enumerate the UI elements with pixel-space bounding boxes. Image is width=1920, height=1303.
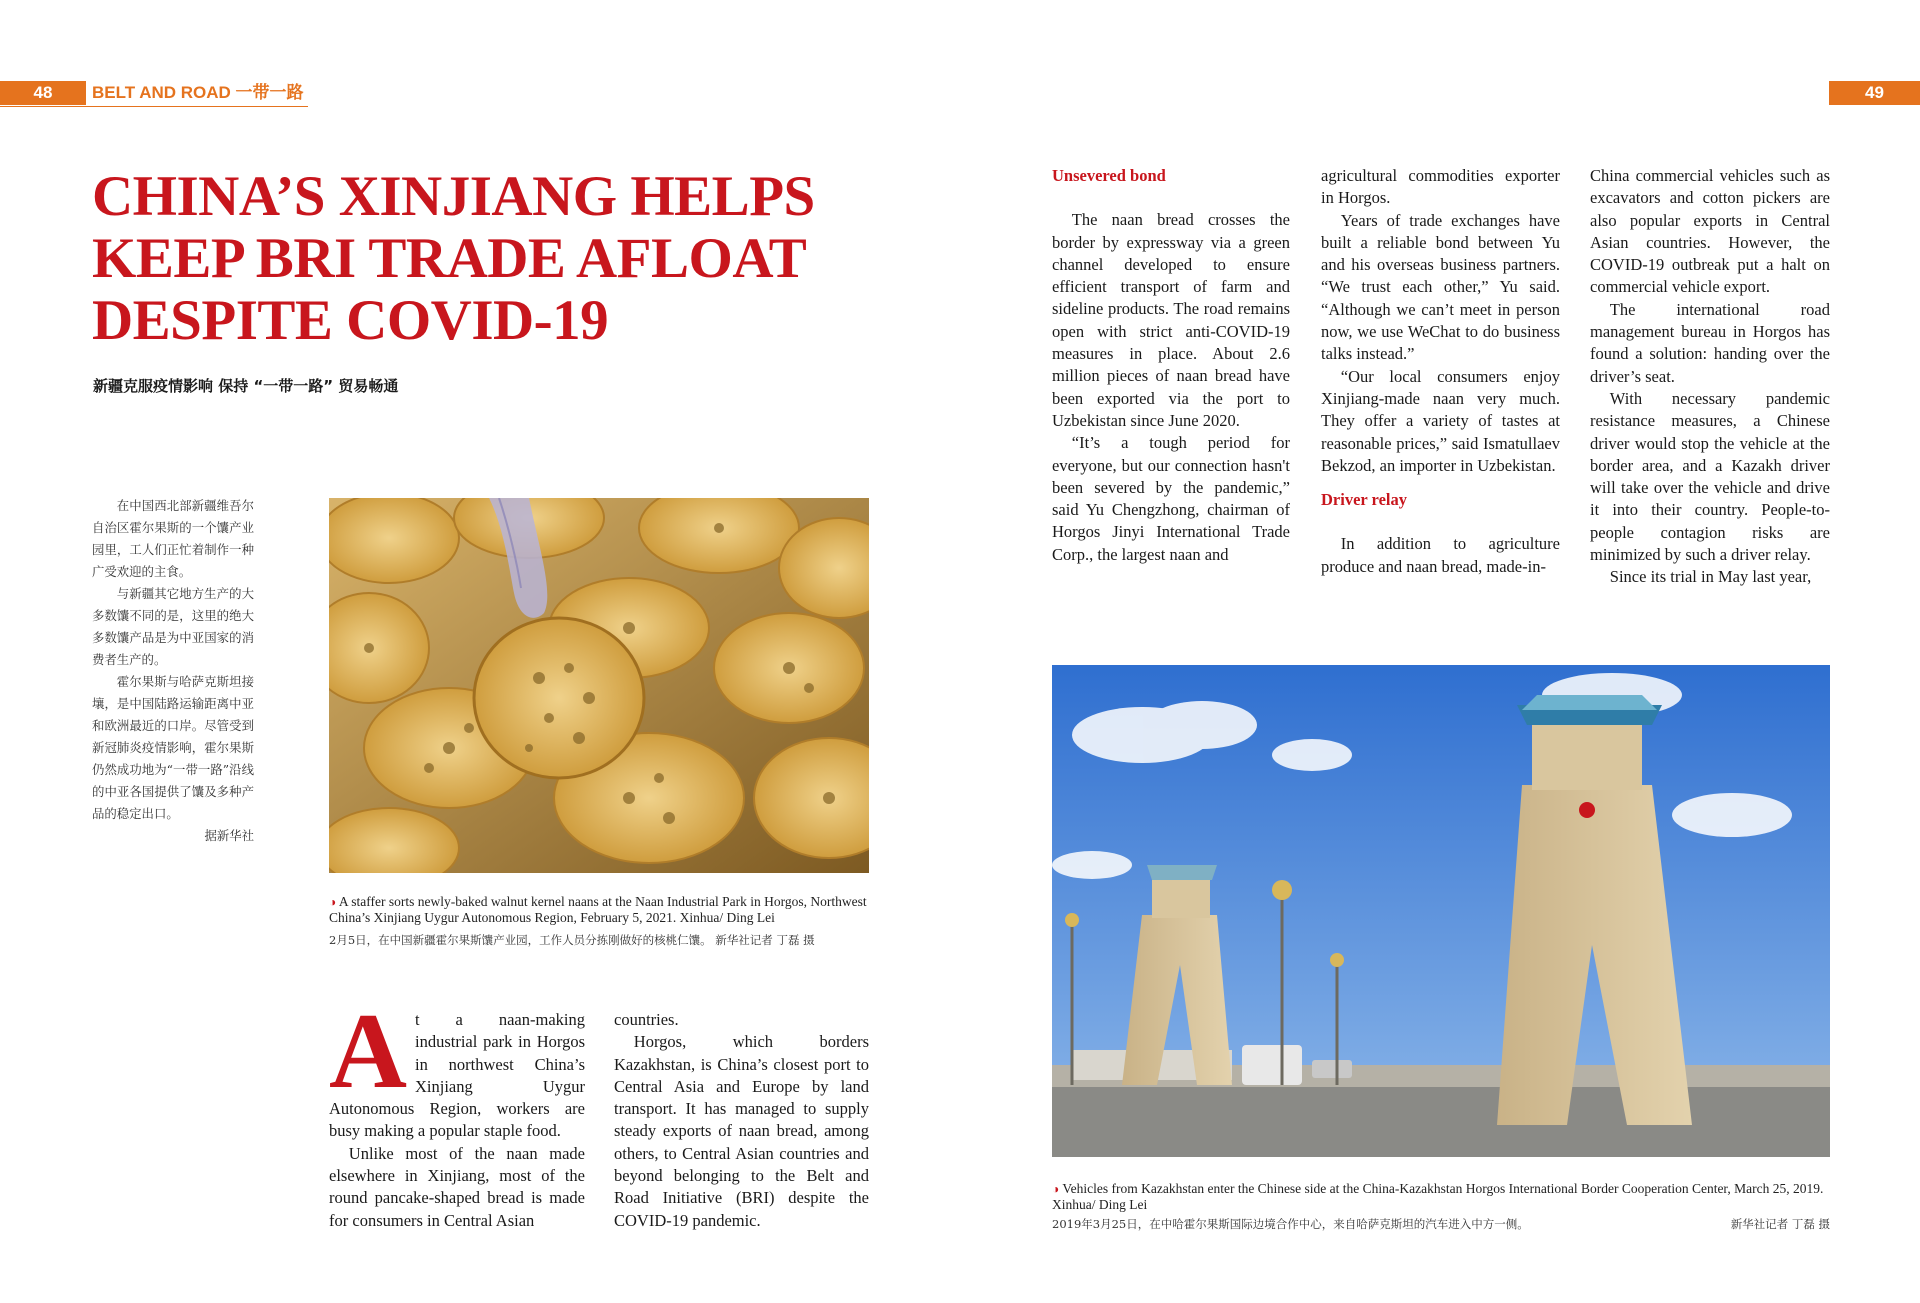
body-column-right-2: [1321, 165, 1560, 578]
chinese-summary: [92, 495, 254, 847]
chinese-source: 据新华社: [204, 828, 254, 843]
chinese-paragraph: 与新疆其它地方生产的大多数馕不同的是，这里的绝大多数馕产品是为中亚国家的消费者生产的。: [92, 586, 254, 667]
photo1-caption: [329, 894, 869, 926]
body-paragraph: China commercial vehicles such as excavators and cotton pickers are also popular exports in Central Asian countries. However, the COVID-19 outbreak put a halt on commercial vehicle export.: [1590, 166, 1830, 297]
article-subtitle-cn: 新疆克服疫情影响 保持 “一带一路” 贸易畅通: [93, 377, 399, 395]
photo2-caption-text: Vehicles from Kazakhstan enter the Chinese side at the China-Kazakhstan Horgos International Border Cooperation Center, March 25, 2019. Xinhua/ Ding Lei: [1052, 1181, 1824, 1212]
body-paragraph: In addition to agriculture produce and naan bread, made-in-: [1321, 534, 1560, 576]
body-paragraph: Since its trial in May last year,: [1609, 567, 1812, 587]
body-paragraph: Horgos, which borders Kazakhstan, is China’s closest port to Central Asia and Europe by land transport. It has managed to supply steady exports of naan bread, among others, to Central Asian countries and beyond belonging to the Belt and Road Initiative (BRI) despite the COVID-19 pandemic.: [614, 1032, 869, 1230]
chinese-paragraph: 在中国西北部新疆维吾尔自治区霍尔果斯的一个馕产业园里，工人们正忙着制作一种广受欢迎的主食。: [92, 498, 254, 579]
border-gate-photo: [1052, 665, 1830, 1157]
body-paragraph: The international road management bureau in Horgos has found a solution: handing over the driver’s seat.: [1590, 299, 1830, 386]
body-column-left-2: [614, 1009, 869, 1232]
chinese-paragraph: 霍尔果斯与哈萨克斯坦接壤，是中国陆路运输距离中亚和欧洲最近的口岸。尽管受到新冠肺炎疫情影响，霍尔果斯仍然成功地为“一带一路”沿线的中亚各国提供了馕及多种产品的稳定出口。: [92, 674, 254, 821]
body-paragraph: Unlike most of the naan made elsewhere in Xinjiang, most of the round pancake-shaped bread is made for consumers in Central Asian: [329, 1143, 585, 1230]
left-page-header: [0, 81, 308, 107]
photo2-credit-cn: 新华社记者 丁磊 摄: [1730, 1217, 1830, 1231]
photo2-caption-cn-text: 2019年3月25日，在中哈霍尔果斯国际边境合作中心，来自哈萨克斯坦的汽车进入中方一侧。: [1052, 1217, 1529, 1231]
naan-photo: [329, 498, 869, 873]
header-rule: [0, 106, 308, 107]
drop-cap: A: [329, 992, 407, 1111]
body-paragraph: The naan bread crosses the border by expressway via a green channel developed to ensure efficient transport of farm and sideline products. The road remains open with strict anti-COVID-19 measures in place. About 2.6 million pieces of naan bread have been exported via the port to Uzbekistan since June 2020.: [1052, 210, 1290, 430]
body-paragraph: With necessary pandemic resistance measures, a Chinese driver would stop the vehicle at the border area, and a Kazakh driver will take over the vehicle and drive it into their country. People-to-people contagion risks are minimized by such a driver relay.: [1590, 388, 1830, 565]
section-heading-unsevered-bond: Unsevered bond: [1052, 166, 1166, 185]
body-column-left-1: [329, 992, 585, 1232]
lead-paragraph: t a naan-making industrial park in Horgos in northwest China’s Xinjiang Uygur Autonomous Region, workers are busy making a popular staple food.: [329, 1010, 585, 1141]
photo1-caption-text: A staffer sorts newly-baked walnut kernel naans at the Naan Industrial Park in Horgos, Northwest China’s Xinjiang Uygur Autonomous Region, February 5, 2021. Xinhua/ Ding Lei: [329, 894, 867, 925]
section-label: BELT AND ROAD 一带一路: [92, 83, 304, 102]
body-paragraph: countries.: [614, 1010, 679, 1029]
left-page-number: 48: [0, 81, 86, 105]
body-paragraph: “Our local consumers enjoy Xinjiang-made naan very much. They offer a variety of tastes at reasonable prices,” said Ismatullaev Bekzod, an importer in Uzbekistan.: [1321, 366, 1560, 475]
photo2-caption-cn: [1052, 1216, 1830, 1232]
camera-icon: ◑: [1052, 1182, 1060, 1196]
body-column-right-3: [1590, 165, 1830, 589]
section-heading-driver-relay: Driver relay: [1321, 490, 1407, 510]
article-title: CHINA’S XINJIANG HELPS KEEP BRI TRADE AFLOAT DESPITE COVID-19: [92, 165, 815, 352]
right-page-number: 49: [1829, 81, 1920, 105]
photo2-caption: [1052, 1181, 1842, 1213]
body-paragraph: “It’s a tough period for everyone, but our connection hasn't been severed by the pandemic,” said Yu Chengzhong, chairman of Horgos Jinyi International Trade Corp., the largest naan and: [1052, 433, 1290, 564]
photo1-caption-cn: 2月5日，在中国新疆霍尔果斯馕产业园，工作人员分拣刚做好的核桃仁馕。 新华社记者 丁磊 摄: [329, 933, 815, 947]
body-paragraph: Years of trade exchanges have built a reliable bond between Yu and his overseas business partners. “We trust each other,” Yu said. “Although we can’t meet in person now, we use WeChat to do business talks instead.”: [1321, 210, 1560, 364]
body-paragraph: agricultural commodities exporter in Horgos.: [1321, 166, 1560, 208]
body-column-right-1: [1052, 165, 1290, 566]
camera-icon: ◑: [329, 895, 337, 909]
